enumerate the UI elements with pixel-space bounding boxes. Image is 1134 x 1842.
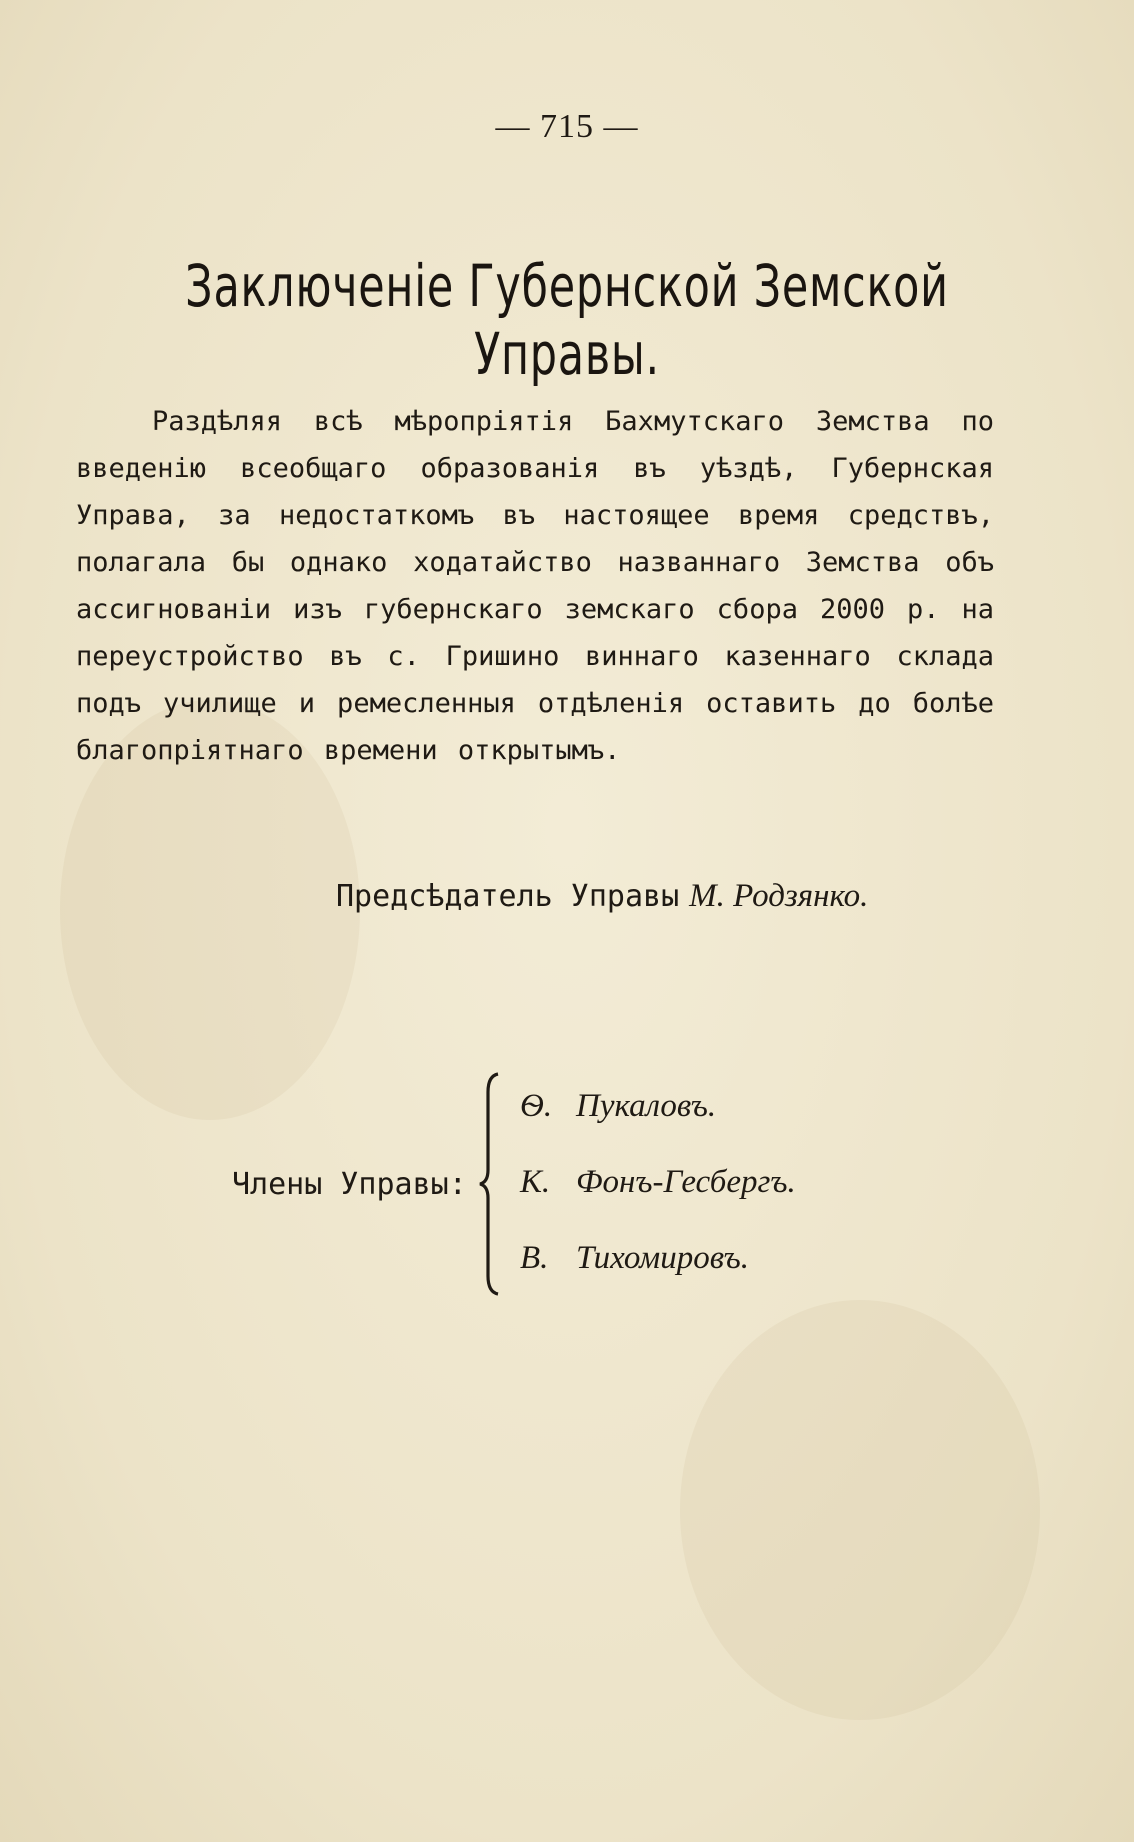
page-title: Заключеніе Губернской Земской Управы. bbox=[185, 252, 949, 388]
member-surname: Фонъ-Гесбергъ. bbox=[576, 1164, 796, 1200]
member-surname: Тихомировъ. bbox=[576, 1240, 749, 1276]
paper-stain bbox=[680, 1300, 1040, 1720]
body-paragraph: Раздѣляя всѣ мѣропріятія Бахмутскаго Земства по введенію всеобщаго образованія въ уѣздѣ, Губернская Управа, за недостаткомъ въ настоящее время средствъ, полагала бы однако ходатайство названнаго Земства объ ассигнованіи изъ губернскаго земскаго сбора 2000 р. на переустройство въ с. Гришино виннаго казеннаго склада подъ училище и ремесленныя отдѣленія оставить до болѣе благопріятнаго времени открытымъ. bbox=[76, 406, 994, 766]
members-list bbox=[520, 1088, 796, 1316]
member-surname: Пукаловъ. bbox=[576, 1088, 717, 1124]
chairman-name: М. Родзянко. bbox=[689, 878, 869, 914]
member-initial: К. bbox=[520, 1164, 551, 1200]
member-item bbox=[520, 1240, 796, 1316]
members-label: Члены Управы: bbox=[232, 1167, 467, 1202]
chairman-signature bbox=[336, 878, 868, 915]
member-initial: В. bbox=[520, 1240, 549, 1276]
member-item bbox=[520, 1164, 796, 1240]
member-item bbox=[520, 1088, 796, 1164]
member-initial: Ѳ. bbox=[520, 1088, 553, 1124]
curly-brace-icon bbox=[476, 1072, 506, 1296]
chairman-label: Предсѣдатель Управы bbox=[336, 879, 680, 914]
page-number: — 715 — bbox=[495, 108, 639, 145]
